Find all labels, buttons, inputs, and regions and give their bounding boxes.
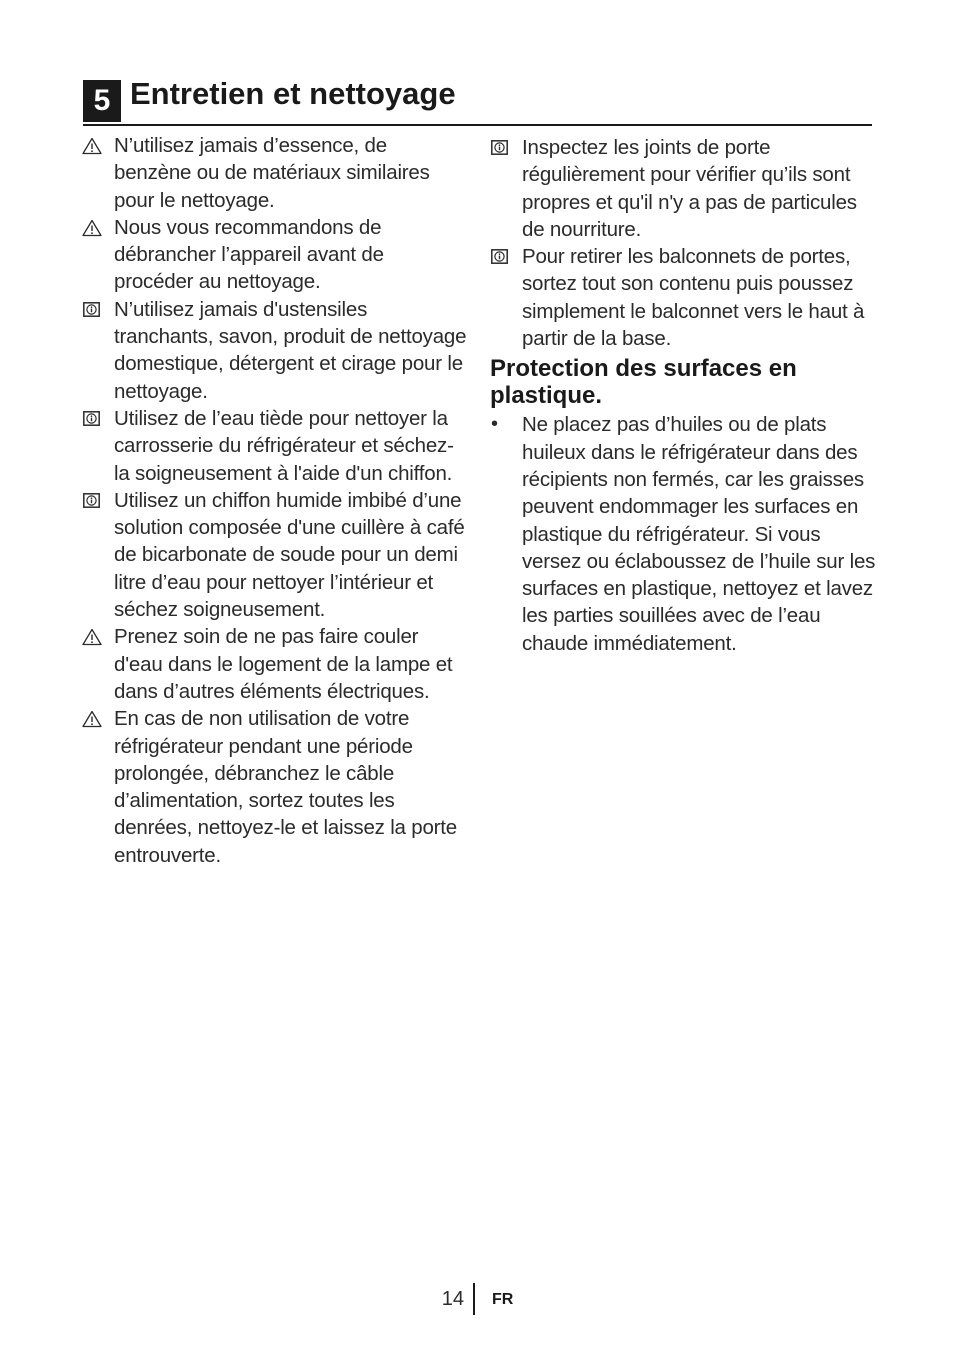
item-text: Nous vous recommandons de débrancher l’appareil avant de procéder au nettoyage.	[114, 215, 384, 294]
list-item	[82, 487, 467, 623]
section-subheading: Protection des surfaces en plastique.	[490, 355, 797, 410]
item-text: Ne placez pas d’huiles ou de plats huileux dans le réfrigérateur dans des récipients non fermés, car les graisses peuvent endommager les surfaces en plastique du réfrigérateur. Si vous versez ou éclaboussez de l’huile sur les surfaces en plastique, nettoyez et lavez les parties souillées avec de l’eau chaude immédiatement.	[522, 413, 876, 655]
item-text: Inspectez les joints de porte régulièrement pour vérifier qu’ils sont propres et qu'il n'y a pas de particules de nourriture.	[522, 136, 857, 241]
chapter-number-badge: 5	[83, 80, 121, 122]
item-text: En cas de non utilisation de votre réfrigérateur pendant une période prolongée, débranchez le câble d’alimentation, sortez toutes les denrées, nettoyez-le et laissez la porte entrouverte.	[114, 707, 457, 867]
list-item	[82, 705, 467, 869]
footer-divider	[473, 1283, 475, 1315]
list-item	[82, 296, 467, 405]
list-item	[82, 623, 467, 705]
item-text: Pour retirer les balconnets de portes, sortez tout son contenu puis poussez simplement le balconnet vers le haut à partir de la base.	[522, 245, 865, 351]
bullet-icon: •	[491, 413, 498, 436]
info-icon	[491, 249, 508, 264]
info-icon	[83, 411, 100, 426]
item-text: Utilisez un chiffon humide imbibé d’une solution composée d'une cuillère à café de bicarbonate de soude pour un demi litre d’eau pour nettoyer l’intérieur et séchez soigneusement.	[114, 488, 465, 622]
language-code: FR	[492, 1291, 514, 1308]
bullet-item	[490, 411, 880, 657]
chapter-header	[83, 74, 872, 126]
warning-icon	[82, 219, 102, 237]
warning-icon	[82, 137, 102, 155]
item-text: N’utilisez jamais d’essence, de benzène ou de matériaux similaires pour le nettoyage.	[114, 134, 430, 212]
item-text: Prenez soin de ne pas faire couler d'eau dans le logement de la lampe et dans d’autres éléments électriques.	[114, 625, 453, 703]
page-footer	[0, 1283, 954, 1317]
chapter-title: Entretien et nettoyage	[130, 76, 456, 111]
list-item	[82, 405, 467, 487]
item-text: Utilisez de l’eau tiède pour nettoyer la carrosserie du réfrigérateur et séchez-la soigneusement à l'aide d'un chiffon.	[114, 406, 454, 485]
page-number: 14	[441, 1288, 464, 1310]
list-item	[490, 134, 880, 243]
item-text: N’utilisez jamais d'ustensiles tranchants, savon, produit de nettoyage domestique, détergent et cirage pour le nettoyage.	[114, 297, 467, 403]
warning-icon	[82, 710, 102, 728]
left-column	[82, 132, 467, 869]
list-item	[82, 214, 467, 296]
info-icon	[491, 140, 508, 155]
list-item	[82, 132, 467, 214]
info-icon	[83, 493, 100, 508]
right-column	[490, 134, 880, 657]
warning-icon	[82, 628, 102, 646]
info-icon	[83, 302, 100, 317]
list-item	[490, 243, 880, 352]
